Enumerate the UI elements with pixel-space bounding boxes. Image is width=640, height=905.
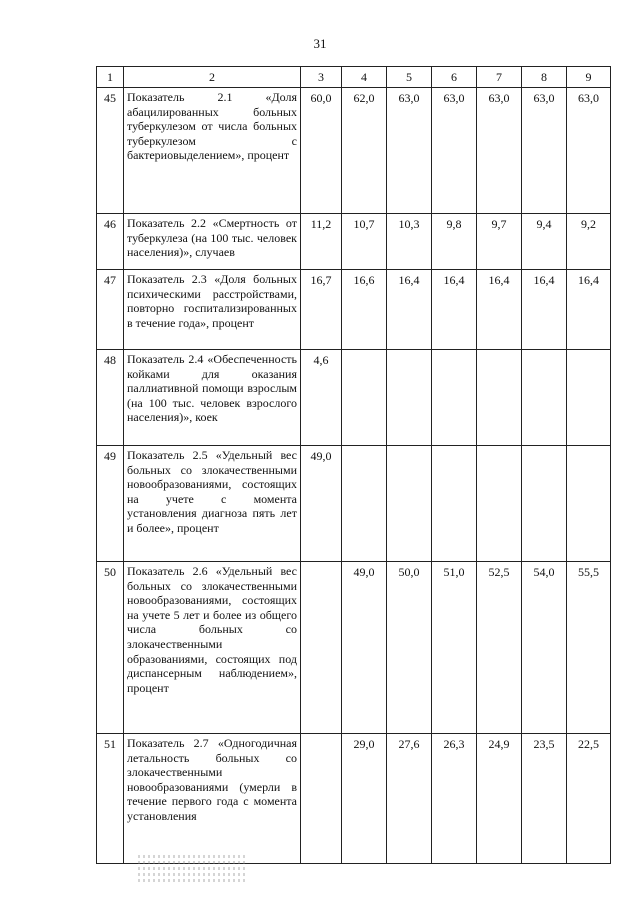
indicator-value: 63,0	[522, 88, 567, 214]
indicator-value: 9,8	[432, 214, 477, 270]
indicator-value: 11,2	[301, 214, 342, 270]
column-header: 4	[342, 67, 387, 88]
indicator-value: 27,6	[387, 734, 432, 864]
column-header: 2	[124, 67, 301, 88]
indicator-value: 16,4	[432, 270, 477, 350]
table-row	[97, 446, 611, 562]
indicator-value: 16,4	[567, 270, 611, 350]
indicator-description: Показатель 2.2 «Смертность от туберкулеза (на 100 тыс. человек населения)», случаев	[124, 214, 301, 270]
row-number: 49	[97, 446, 124, 562]
indicator-description: Показатель 2.1 «Доля абацилированных больных туберкулезом от числа больных туберкулезом с бактериовыделением», процент	[124, 88, 301, 214]
indicator-value: 63,0	[477, 88, 522, 214]
indicator-value	[522, 446, 567, 562]
indicator-value	[387, 350, 432, 446]
indicator-value: 24,9	[477, 734, 522, 864]
faint-stamp-mark	[138, 852, 248, 890]
indicator-value: 16,7	[301, 270, 342, 350]
column-header: 9	[567, 67, 611, 88]
indicators-table	[96, 66, 611, 864]
column-header: 5	[387, 67, 432, 88]
indicator-value: 49,0	[301, 446, 342, 562]
indicator-value	[342, 350, 387, 446]
indicator-value	[432, 446, 477, 562]
indicator-value: 49,0	[342, 562, 387, 734]
row-number: 45	[97, 88, 124, 214]
indicator-value	[477, 350, 522, 446]
column-header: 1	[97, 67, 124, 88]
indicator-value: 62,0	[342, 88, 387, 214]
indicator-value: 55,5	[567, 562, 611, 734]
column-header: 3	[301, 67, 342, 88]
indicator-value: 9,2	[567, 214, 611, 270]
indicator-value: 16,4	[387, 270, 432, 350]
indicator-value: 22,5	[567, 734, 611, 864]
indicator-value	[301, 734, 342, 864]
indicator-value	[301, 562, 342, 734]
indicator-value	[567, 350, 611, 446]
column-header: 8	[522, 67, 567, 88]
row-number: 50	[97, 562, 124, 734]
indicator-value	[432, 350, 477, 446]
indicator-description: Показатель 2.3 «Доля больных психическими расстройствами, повторно госпитализированных в течение года», процент	[124, 270, 301, 350]
indicator-value: 63,0	[567, 88, 611, 214]
indicator-description: Показатель 2.7 «Одногодичная летальность больных со злокачественными новообразованиями (умерли в течение первого года с момента установления	[124, 734, 301, 864]
indicator-value: 50,0	[387, 562, 432, 734]
indicator-description: Показатель 2.6 «Удельный вес больных со злокачественными новообразованиями, состоящих на учете 5 лет и более из общего числа больных со злокачественными образованиями, состоящих под диспансерным наблюдением», процент	[124, 562, 301, 734]
indicator-value: 23,5	[522, 734, 567, 864]
row-number: 46	[97, 214, 124, 270]
table-header-row	[97, 67, 611, 88]
indicator-value: 26,3	[432, 734, 477, 864]
indicator-value: 16,4	[522, 270, 567, 350]
table-body	[97, 67, 611, 864]
indicator-value: 63,0	[387, 88, 432, 214]
row-number: 47	[97, 270, 124, 350]
indicator-value: 60,0	[301, 88, 342, 214]
indicator-value	[477, 446, 522, 562]
table-row	[97, 88, 611, 214]
indicator-value: 54,0	[522, 562, 567, 734]
indicator-value	[522, 350, 567, 446]
table-row	[97, 562, 611, 734]
indicator-value: 4,6	[301, 350, 342, 446]
indicator-value: 63,0	[432, 88, 477, 214]
row-number: 51	[97, 734, 124, 864]
indicator-value	[567, 446, 611, 562]
indicator-value	[387, 446, 432, 562]
indicator-description: Показатель 2.5 «Удельный вес больных со злокачественными новообразованиями, состоящих на учете с момента установления диагноза пять лет и более», процент	[124, 446, 301, 562]
indicator-value: 52,5	[477, 562, 522, 734]
table-row	[97, 270, 611, 350]
column-header: 7	[477, 67, 522, 88]
indicator-value: 16,4	[477, 270, 522, 350]
indicator-value: 9,7	[477, 214, 522, 270]
indicator-value: 10,7	[342, 214, 387, 270]
table-row	[97, 734, 611, 864]
indicator-value: 16,6	[342, 270, 387, 350]
indicator-value: 51,0	[432, 562, 477, 734]
table-row	[97, 214, 611, 270]
page-number: 31	[313, 36, 327, 51]
row-number: 48	[97, 350, 124, 446]
indicator-value	[342, 446, 387, 562]
indicator-value: 29,0	[342, 734, 387, 864]
indicator-description: Показатель 2.4 «Обеспеченность койками для оказания паллиативной помощи взрослым (на 100 тыс. человек взрослого населения)», коек	[124, 350, 301, 446]
indicator-value: 10,3	[387, 214, 432, 270]
indicator-value: 9,4	[522, 214, 567, 270]
table-row	[97, 350, 611, 446]
column-header: 6	[432, 67, 477, 88]
